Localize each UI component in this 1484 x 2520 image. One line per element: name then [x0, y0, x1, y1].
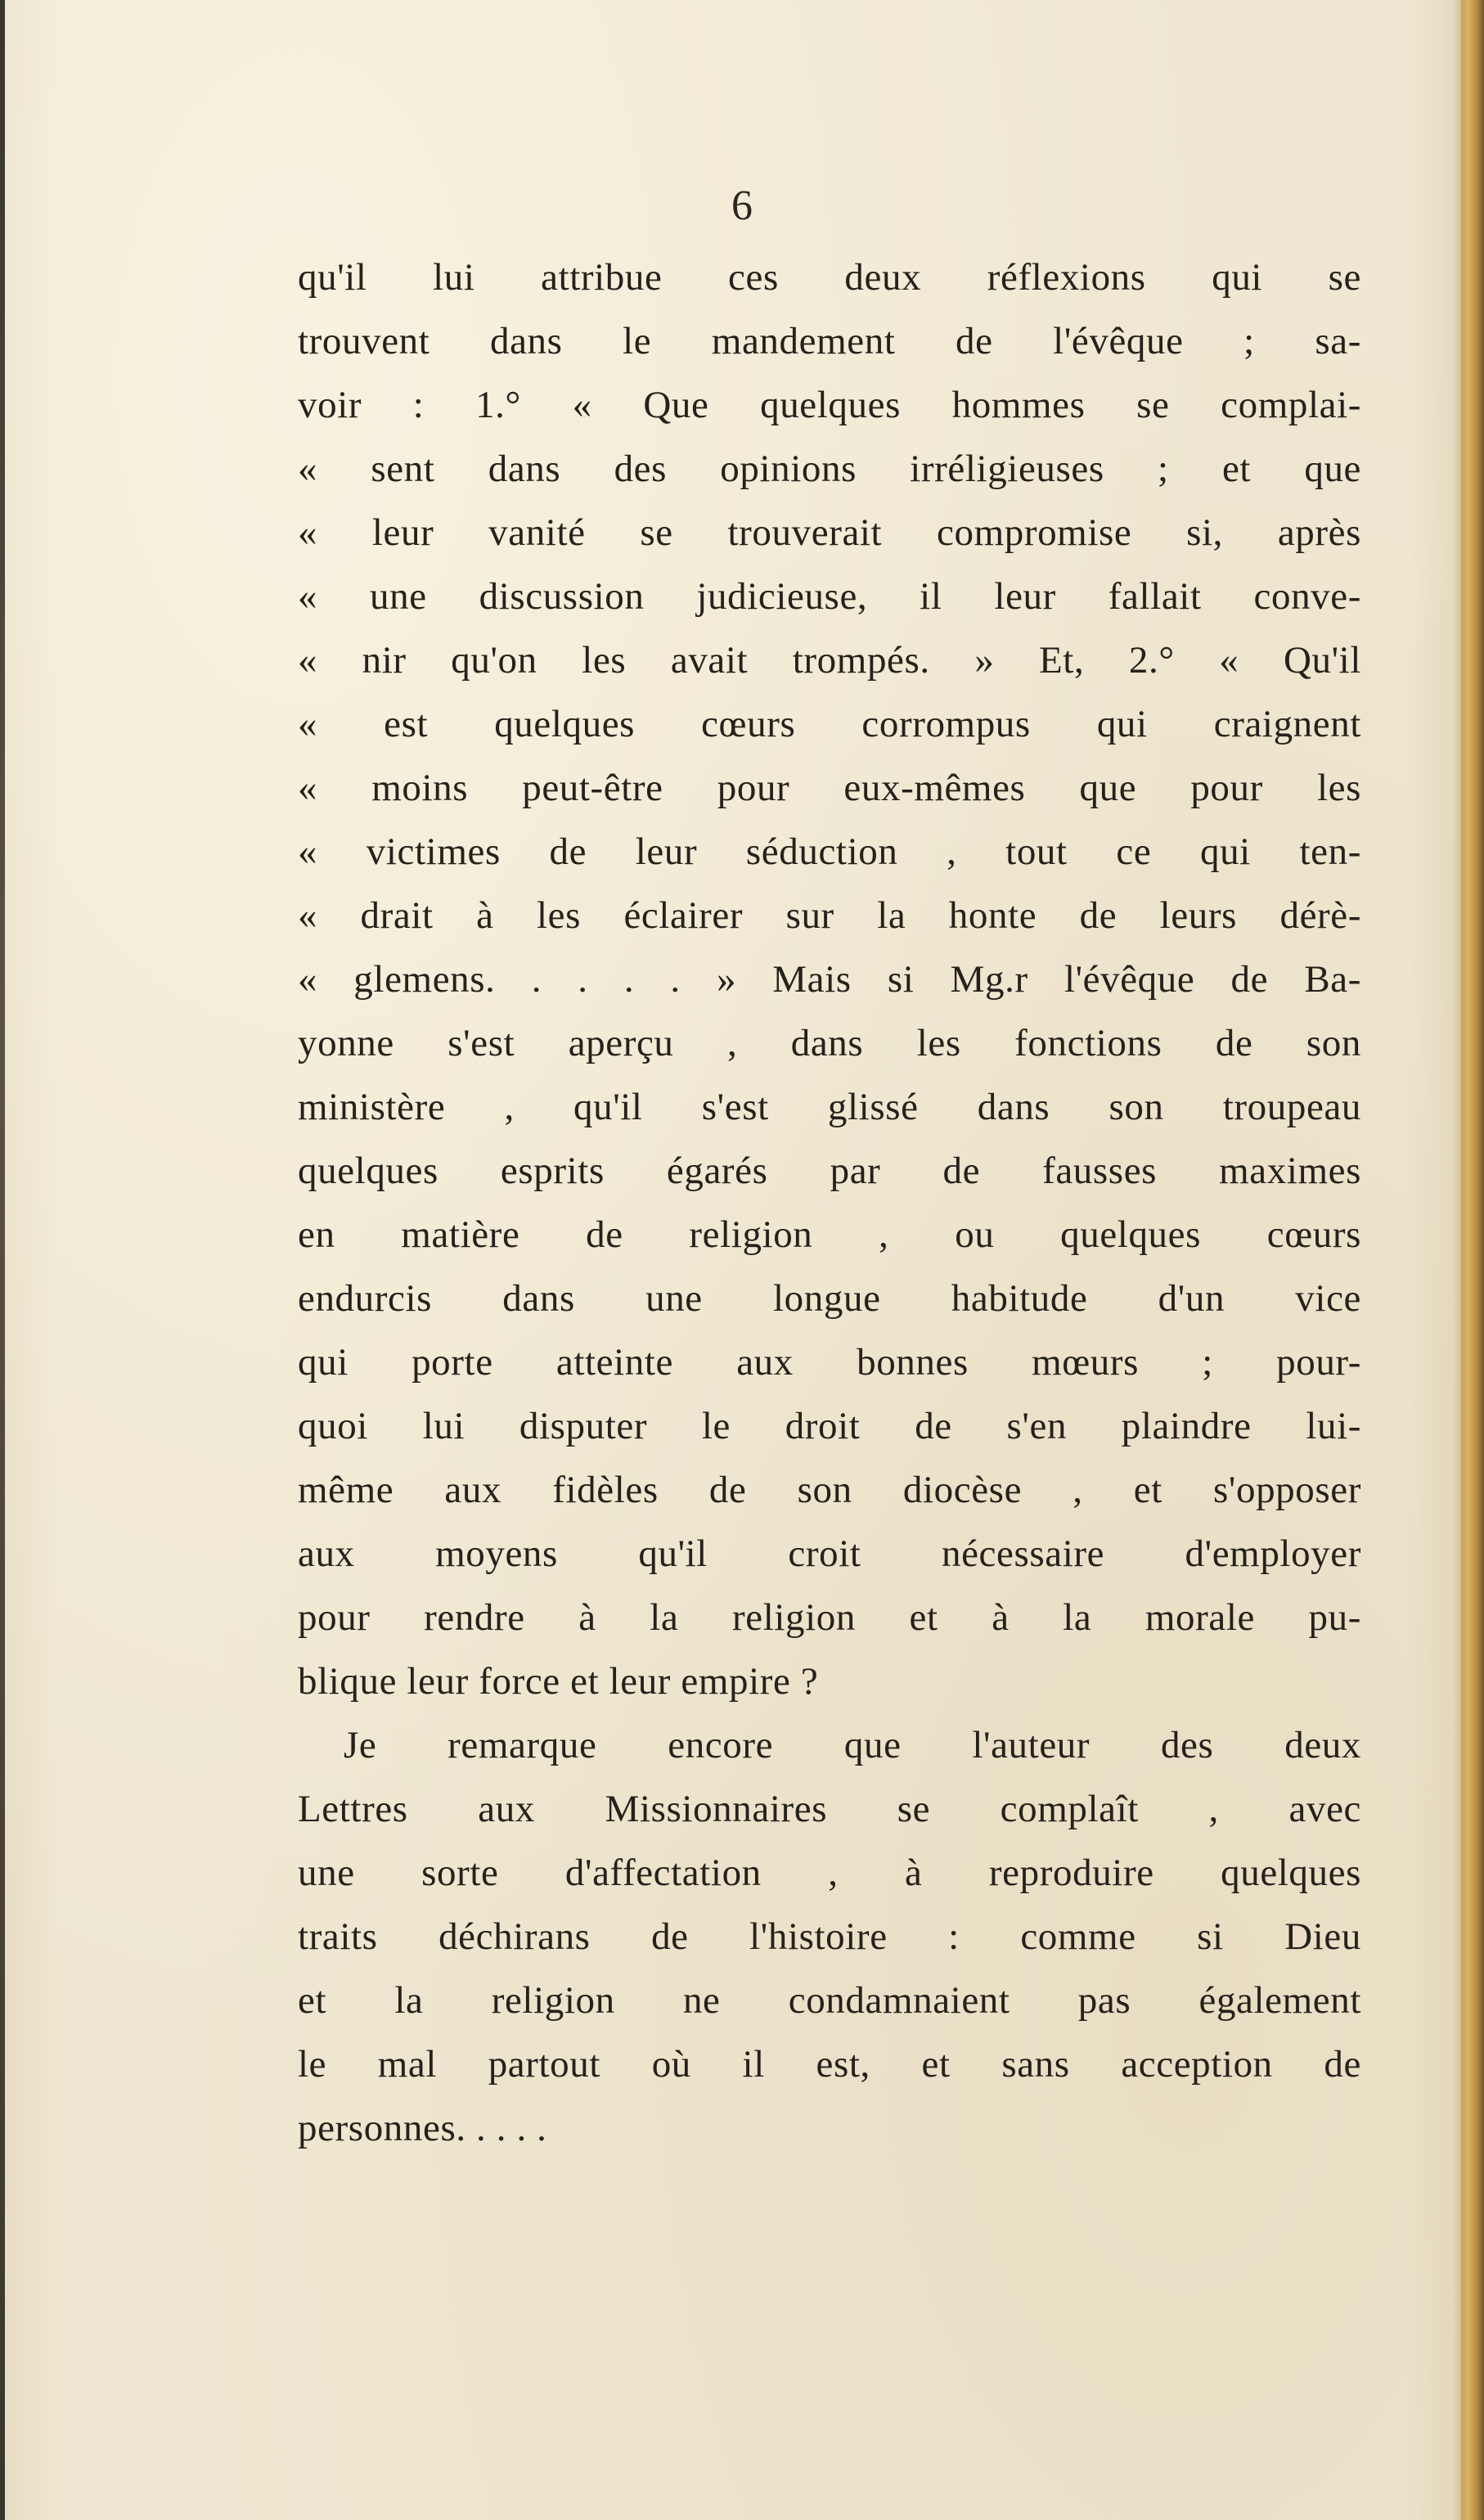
- text-line: quoi lui disputer le droit de s'en plaindre lui-: [298, 1405, 1361, 1447]
- text-line: aux moyens qu'il croit nécessaire d'employer: [298, 1532, 1361, 1575]
- text-line: Je remarque encore que l'auteur des deux: [344, 1724, 1361, 1766]
- body-text: [298, 245, 1361, 2160]
- text-line: « moins peut-être pour eux-mêmes que pour les: [298, 767, 1361, 809]
- page-right-edge: [1461, 0, 1484, 2520]
- page-binding-shadow: [1453, 0, 1461, 2520]
- text-line: en matière de religion , ou quelques cœurs: [298, 1213, 1361, 1256]
- text-line: qui porte atteinte aux bonnes mœurs ; pour-: [298, 1341, 1361, 1384]
- text-line: personnes. . . . .: [298, 2107, 547, 2149]
- text-line: trouvent dans le mandement de l'évêque ; sa-: [298, 320, 1361, 362]
- text-line: et la religion ne condamnaient pas également: [298, 1979, 1361, 2022]
- text-line: voir : 1.° « Que quelques hommes se complai-: [298, 384, 1361, 426]
- text-line: blique leur force et leur empire ?: [298, 1660, 819, 1703]
- text-line: quelques esprits égarés par de fausses maximes: [298, 1150, 1361, 1192]
- page-number: 6: [731, 182, 753, 229]
- text-line: ministère , qu'il s'est glissé dans son troupeau: [298, 1086, 1361, 1128]
- text-line: une sorte d'affectation , à reproduire quelques: [298, 1852, 1361, 1894]
- text-line: « sent dans des opinions irréligieuses ; et que: [298, 448, 1361, 490]
- text-line: « drait à les éclairer sur la honte de leurs dérè-: [298, 894, 1361, 937]
- text-line: qu'il lui attribue ces deux réflexions qui se: [298, 256, 1361, 299]
- text-line: « leur vanité se trouverait compromise si, après: [298, 511, 1361, 554]
- text-line: « est quelques cœurs corrompus qui craignent: [298, 703, 1361, 745]
- text-line: endurcis dans une longue habitude d'un vice: [298, 1277, 1361, 1320]
- text-line: traits déchirans de l'histoire : comme si Dieu: [298, 1915, 1361, 1958]
- text-line: même aux fidèles de son diocèse , et s'opposer: [298, 1469, 1361, 1511]
- text-line: pour rendre à la religion et à la morale pu-: [298, 1596, 1361, 1639]
- text-line: yonne s'est aperçu , dans les fonctions de son: [298, 1022, 1361, 1064]
- text-line: « glemens. . . . . » Mais si Mg.r l'évêque de Ba-: [298, 958, 1361, 1001]
- text-line: « une discussion judicieuse, il leur fallait conve-: [298, 575, 1361, 618]
- text-line: le mal partout où il est, et sans acception de: [298, 2043, 1361, 2086]
- text-line: Lettres aux Missionnaires se complaît , avec: [298, 1788, 1361, 1830]
- page-left-edge: [0, 0, 5, 2520]
- text-line: « victimes de leur séduction , tout ce qui ten-: [298, 830, 1361, 873]
- text-line: « nir qu'on les avait trompés. » Et, 2.° « Qu'il: [298, 639, 1361, 682]
